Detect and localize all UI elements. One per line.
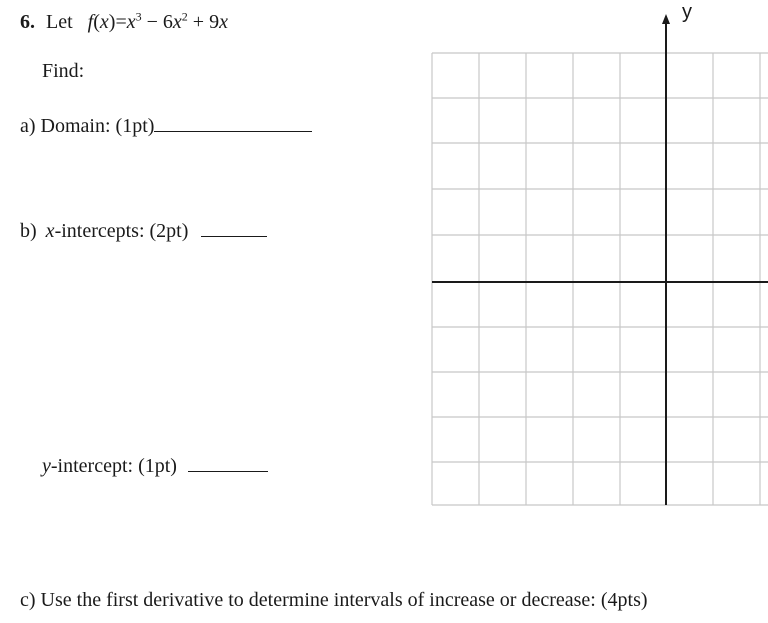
- problem-number: 6.: [20, 11, 35, 33]
- question-b-prefix: b): [20, 220, 37, 242]
- question-b-var: x: [45, 220, 55, 242]
- find-label: Find:: [42, 60, 85, 82]
- question-c: c) Use the first derivative to determine intervals of increase or decrease: (4pts): [20, 589, 648, 611]
- y-axis-label: y: [682, 1, 692, 23]
- question-a-label: a) Domain: (1pt): [20, 115, 155, 137]
- let-word: Let: [46, 11, 73, 33]
- function-rhs: $x^3 - 6x^2 + 9x$: [126, 9, 228, 33]
- question-y-label: -intercept: (1pt): [50, 455, 177, 477]
- grid-lines: [432, 53, 768, 505]
- equals-sign: =: [115, 11, 127, 33]
- y-axis-arrow: [662, 14, 670, 24]
- question-b-label: -intercepts: (2pt): [54, 220, 189, 242]
- function-lhs: f(x): [87, 11, 116, 33]
- question-y-var: y: [42, 455, 51, 477]
